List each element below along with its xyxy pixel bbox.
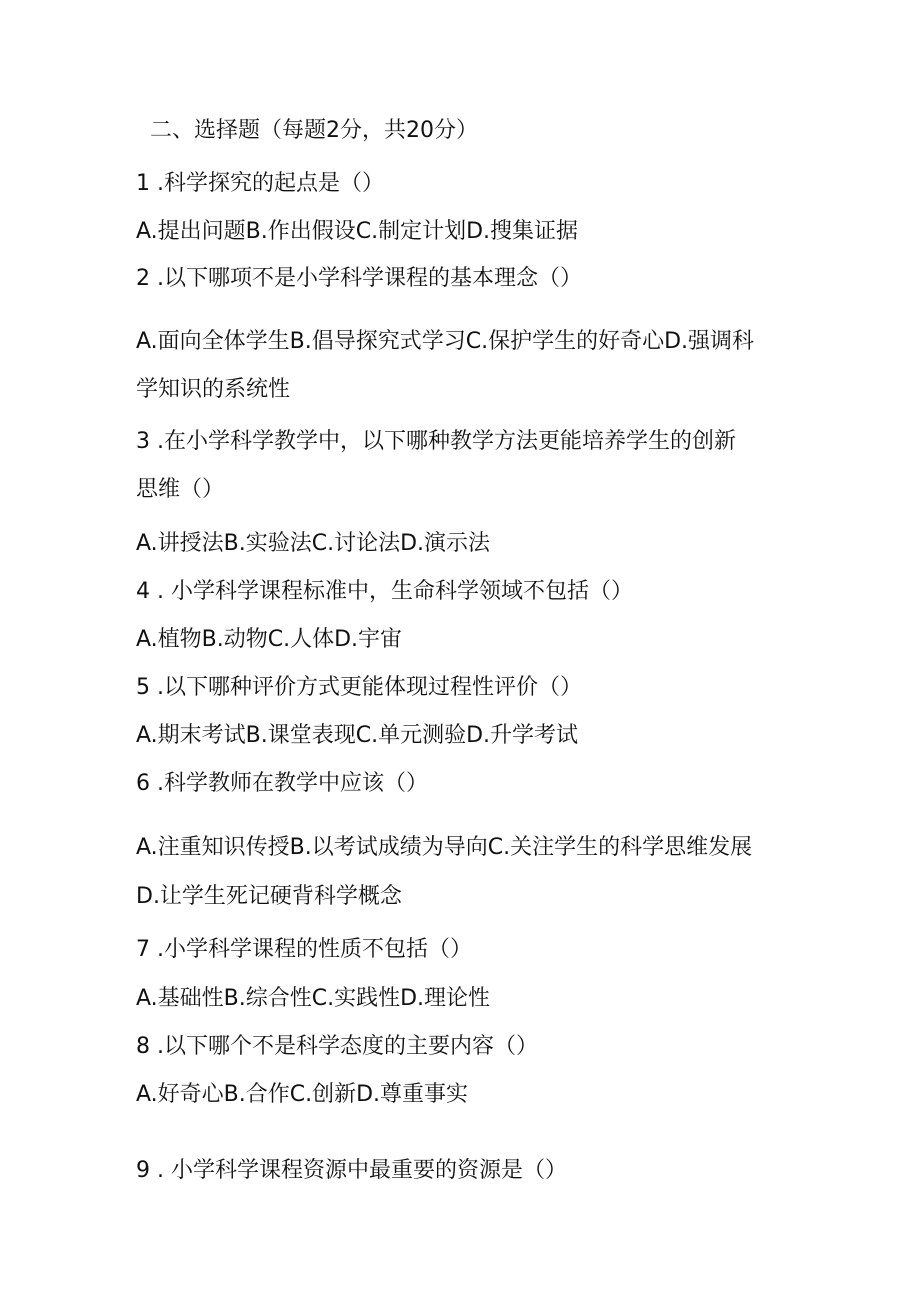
question-2-options: A.面向全体学生B.倡导探究式学习C.保护学生的好奇心D.强调科 — [136, 329, 755, 354]
question-9: 9 . 小学科学课程资源中最重要的资源是（） — [136, 1158, 567, 1183]
question-5: 5 .以下哪种评价方式更能体现过程性评价（） — [136, 675, 582, 700]
question-1: 1 .科学探究的起点是（） — [136, 171, 384, 196]
question-3: 3 .在小学科学教学中，以下哪种教学方法更能培养学生的创新 — [136, 429, 736, 454]
question-4-options: A.植物B.动物C.人体D.宇宙 — [136, 627, 403, 652]
question-6-options-cont: D.让学生死记硬背科学概念 — [136, 884, 402, 909]
question-4: 4 . 小学科学课程标准中，生命科学领域不包括（） — [136, 579, 633, 604]
question-8: 8 .以下哪个不是科学态度的主要内容（） — [136, 1034, 538, 1059]
question-7-options: A.基础性B.综合性C.实践性D.理论性 — [136, 986, 491, 1011]
section-title: 二、选择题（每题2分，共20分） — [150, 118, 478, 143]
question-1-options: A.提出问题B.作出假设C.制定计划D.搜集证据 — [136, 219, 579, 244]
question-3-options: A.讲授法B.实验法C.讨论法D.演示法 — [136, 531, 491, 556]
question-6: 6 .科学教师在教学中应该（） — [136, 771, 428, 796]
question-8-options: A.好奇心B.合作C.创新D.尊重事实 — [136, 1082, 469, 1107]
question-5-options: A.期末考试B.课堂表现C.单元测验D.升学考试 — [136, 723, 579, 748]
question-2-options-cont: 学知识的系统性 — [136, 377, 291, 402]
question-3-cont: 思维（） — [136, 477, 225, 502]
question-6-options: A.注重知识传授B.以考试成绩为导向C.关注学生的科学思维发展 — [136, 835, 753, 860]
question-2: 2 .以下哪项不是小学科学课程的基本理念（） — [136, 266, 582, 291]
question-7: 7 .小学科学课程的性质不包括（） — [136, 937, 472, 962]
